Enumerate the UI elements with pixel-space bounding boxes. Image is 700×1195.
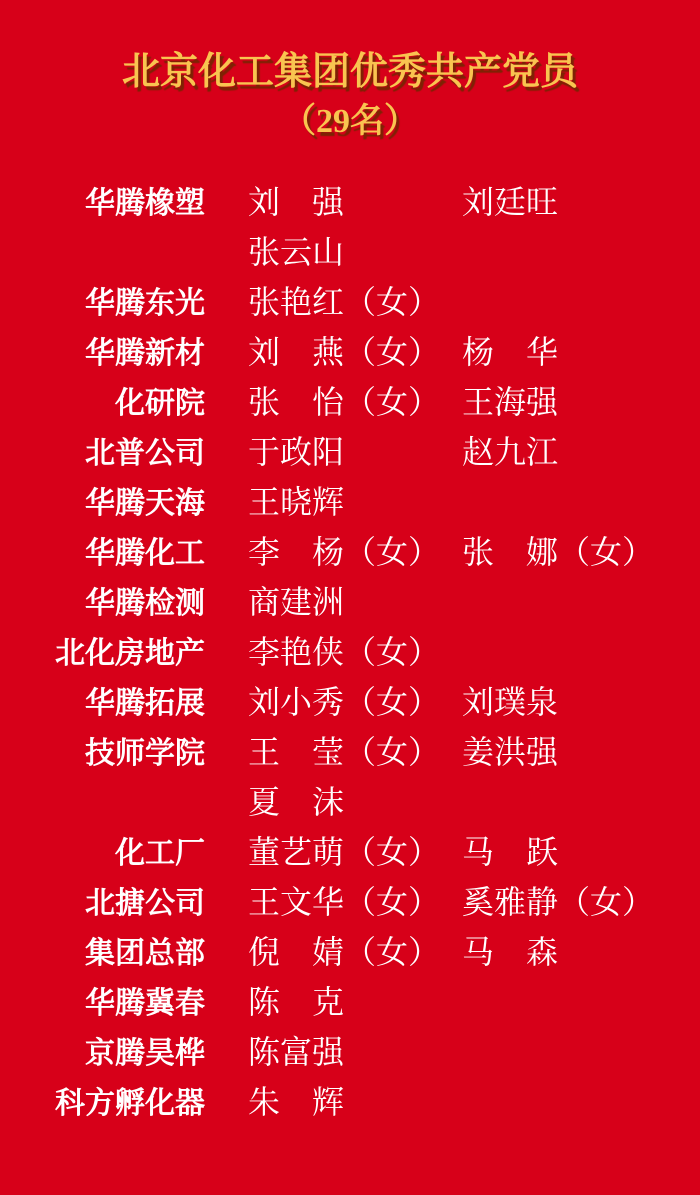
org-name: 京腾昊桦 — [85, 1037, 205, 1070]
member-name-col1: 陈 克 — [248, 984, 345, 1020]
member-row — [0, 825, 700, 875]
member-row — [0, 975, 700, 1025]
poster-header — [0, 0, 700, 146]
member-row — [0, 1075, 700, 1125]
member-row — [0, 375, 700, 425]
page-title: 北京化工集团优秀共产党员 — [121, 51, 578, 93]
org-name: 技师学院 — [85, 737, 205, 770]
member-name-col1: 李 杨（女） — [248, 534, 441, 570]
member-row — [0, 525, 700, 575]
member-name-col1: 刘 燕（女） — [248, 334, 441, 370]
member-row — [0, 425, 700, 475]
member-name-col1: 王晓辉 — [248, 484, 345, 520]
org-name: 华腾东光 — [85, 287, 205, 320]
org-name: 华腾橡塑 — [85, 187, 205, 220]
member-row — [0, 625, 700, 675]
org-name: 华腾检测 — [85, 587, 205, 620]
member-row — [0, 1025, 700, 1075]
member-name-col2: 王海强 — [462, 384, 559, 420]
member-name-col1: 李艳侠（女） — [248, 634, 441, 670]
member-name-col2: 刘璞泉 — [462, 684, 559, 720]
org-name: 化工厂 — [115, 837, 205, 870]
org-name: 华腾天海 — [85, 487, 205, 520]
member-row — [0, 725, 700, 775]
member-row — [0, 675, 700, 725]
member-list — [0, 175, 700, 1125]
member-name-col2: 马 跃 — [462, 834, 559, 870]
org-name: 华腾化工 — [85, 537, 205, 570]
member-name-col2: 刘廷旺 — [462, 184, 559, 220]
member-name-col2: 赵九江 — [462, 434, 559, 470]
member-name-col2: 张 娜（女） — [462, 534, 655, 570]
member-name-col1: 于政阳 — [248, 434, 345, 470]
member-name-col1: 朱 辉 — [248, 1084, 345, 1120]
member-name-col1: 王文华（女） — [248, 884, 441, 920]
member-name-col1: 刘小秀（女） — [248, 684, 441, 720]
member-row — [0, 925, 700, 975]
member-name-col1: 刘 强 — [248, 184, 345, 220]
org-name: 北搪公司 — [85, 887, 205, 920]
member-name-col1: 董艺萌（女） — [248, 834, 441, 870]
member-row — [0, 275, 700, 325]
member-name-col2: 马 森 — [462, 934, 559, 970]
org-name: 集团总部 — [85, 937, 205, 970]
member-name-col2: 杨 华 — [462, 334, 559, 370]
org-name: 科方孵化器 — [55, 1087, 205, 1120]
org-name: 华腾拓展 — [85, 687, 205, 720]
org-name: 北普公司 — [85, 437, 205, 470]
member-name-col1: 倪 婧（女） — [248, 934, 441, 970]
member-name-col1: 商建洲 — [248, 584, 345, 620]
org-name: 华腾新材 — [85, 337, 205, 370]
member-row — [0, 775, 700, 825]
member-name-col1: 王 莹（女） — [248, 734, 441, 770]
member-row — [0, 475, 700, 525]
member-row — [0, 325, 700, 375]
member-name-col1: 夏 沫 — [248, 784, 345, 820]
org-name: 华腾冀春 — [85, 987, 205, 1020]
member-row — [0, 225, 700, 275]
member-name-col1: 张 怡（女） — [248, 384, 441, 420]
member-row — [0, 875, 700, 925]
org-name: 北化房地产 — [55, 637, 205, 670]
member-row — [0, 175, 700, 225]
member-name-col2: 姜洪强 — [462, 734, 559, 770]
member-count-subtitle: （29名） — [282, 103, 418, 140]
member-name-col1: 陈富强 — [248, 1034, 345, 1070]
org-name: 化研院 — [115, 387, 205, 420]
member-row — [0, 575, 700, 625]
member-name-col2: 奚雅静（女） — [462, 884, 655, 920]
member-name-col1: 张云山 — [248, 234, 345, 270]
member-name-col1: 张艳红（女） — [248, 284, 441, 320]
